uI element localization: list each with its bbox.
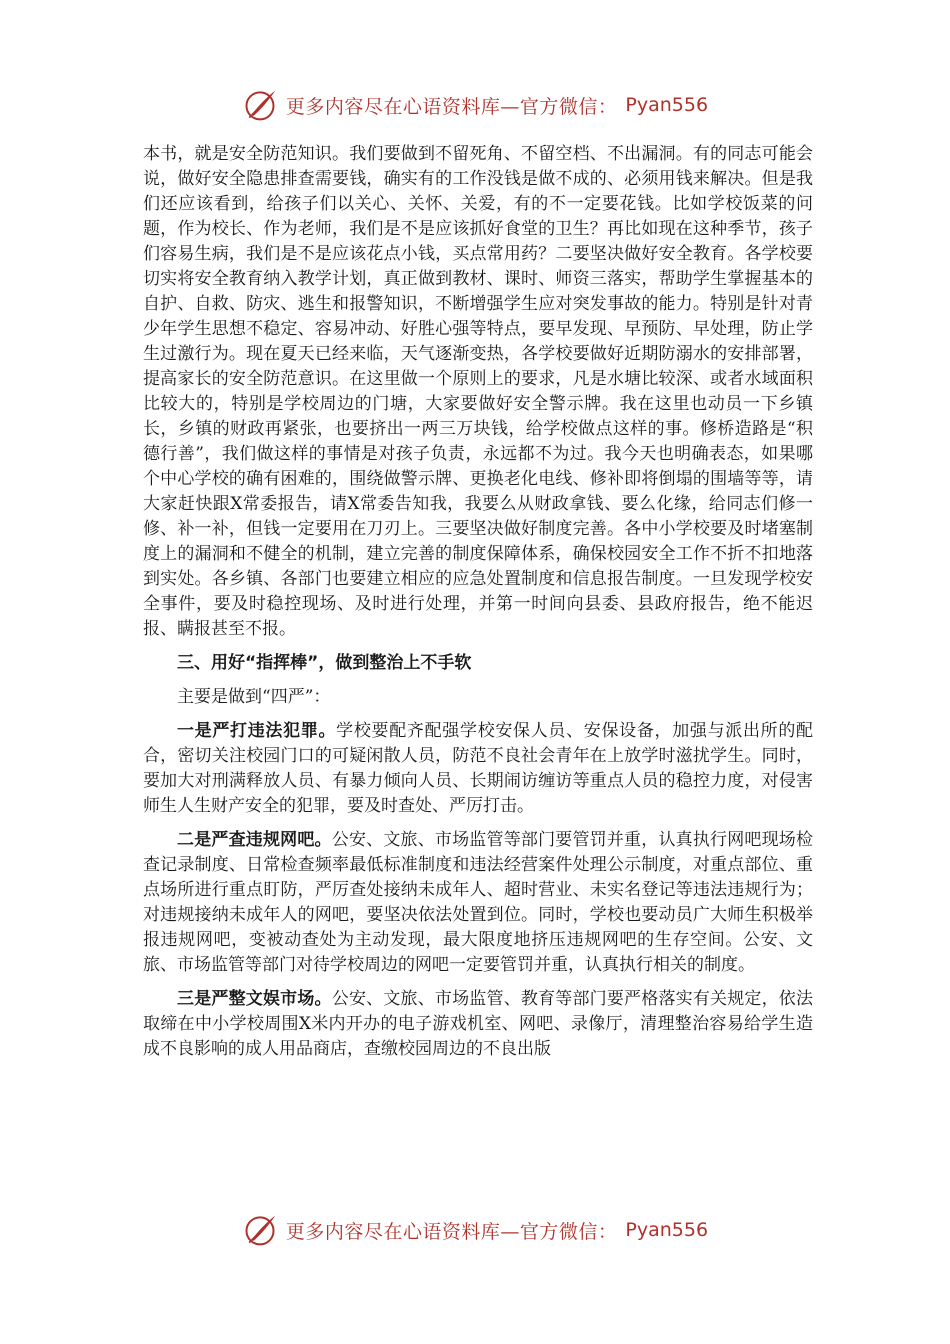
quill-pen-logo-icon (242, 1212, 278, 1248)
paragraph-safety-education: 本书，就是安全防范知识。我们要做到不留死角、不留空档、不出漏洞。有的同志可能会说，做好安全隐患排查需要钱，确实有的工作没钱是做不成的、必须用钱来解决。但是我们还应该看到，给孩子们以关心、关怀、关爱，有的不一定要花钱。比如学校饭菜的问题，作为校长、作为老师，我们是不是应该抓好食堂的卫生？再比如现在这种季节，孩子们容易生病，我们是不是应该花点小钱，买点常用药？二要坚决做好安全教育。各学校要切实将安全教育纳入教学计划，真正做到教材、课时、师资三落实，帮助学生掌握基本的自护、自救、防灾、逃生和报警知识，不断增强学生应对突发事故的能力。特别是针对青少年学生思想不稳定、容易冲动、好胜心强等特点，要早发现、早预防、早处理，防止学生过激行为。现在夏天已经来临，天气逐渐变热，各学校要做好近期防溺水的安排部署，提高家长的安全防范意识。在这里做一个原则上的要求，凡是水塘比较深、或者水域面积比较大的，特别是学校周边的门塘，大家要做好安全警示牌。我在这里也动员一下乡镇长，乡镇的财政再紧张，也要挤出一两三万块钱，给学校做点这样的事。修桥造路是“积德行善”，我们做这样的事情是对孩子负责，永远都不为过。我今天也明确表态，如果哪个中心学校的确有困难的，围绕做警示牌、更换老化电线、修补即将倒塌的围墙等等，请大家赶快跟X常委报告，请X常委告知我，我要么从财政拿钱、要么化缘，给同志们修一修、补一补，但钱一定要用在刀刃上。三要坚决做好制度完善。各中小学校要及时堵塞制度上的漏洞和不健全的机制，建立完善的制度保障体系，确保校园安全工作不折不扣地落到实处。各乡镇、各部门也要建立相应的应急处置制度和信息报告制度。一旦发现学校安全事件，要及时稳控现场、及时进行处理，并第一时间向县委、县政府报告，绝不能迟报、瞒报甚至不报。 (143, 144, 813, 639)
item-strict-crime (143, 719, 813, 819)
banner-text: 更多内容尽在心语资料库—官方微信： (285, 1220, 618, 1243)
intro-four-strict: 主要是做到“四严”： (177, 687, 331, 707)
banner-text: 更多内容尽在心语资料库—官方微信： (285, 95, 618, 118)
item-strict-internet-cafe (143, 828, 813, 978)
item-lead: 一是严打违法犯罪。 (177, 721, 337, 741)
footer-watermark-banner (0, 1210, 950, 1250)
banner-wechat-id: Pyan556 (625, 1219, 709, 1241)
banner-wechat-id: Pyan556 (625, 94, 709, 116)
item-text: 公安、文旅、市场监管、教育等部门要严格落实有关规定，依法取缔在中小学校周围X米内开办的电子游戏机室、网吧、录像厅，清理整治容易给学生造成不良影响的成人用品商店，查缴校园周边的不良出版 (143, 989, 813, 1059)
section-heading-3: 三、用好“指挥棒”，做到整治上不手软 (177, 653, 472, 673)
item-strict-entertainment (143, 987, 813, 1062)
item-lead: 三是严整文娱市场。 (177, 989, 332, 1009)
item-text: 公安、文旅、市场监管等部门要管罚并重，认真执行网吧现场检查记录制度、日常检查频率最低标准制度和违法经营案件处理公示制度，对重点部位、重点场所进行重点盯防，严厉查处接纳未成年人、超时营业、未实名登记等违法违规行为；对违规接纳未成年人的网吧，要坚决依法处置到位。同时，学校也要动员广大师生积极举报违规网吧，变被动查处为主动发现，最大限度地挤压违规网吧的生存空间。公安、文旅、市场监管等部门对待学校周边的网吧一定要管罚并重，认真执行相关的制度。 (143, 830, 813, 975)
item-text: 学校要配齐配强学校安保人员、安保设备，加强与派出所的配合，密切关注校园门口的可疑闲散人员，防范不良社会青年在上放学时滋扰学生。同时，要加大对刑满释放人员、有暴力倾向人员、长期闹访缠访等重点人员的稳控力度，对侵害师生人生财产安全的犯罪，要及时查处、严厉打击。 (143, 721, 813, 816)
quill-pen-logo-icon (242, 87, 278, 123)
document-body (143, 142, 813, 1062)
item-lead: 二是严查违规网吧。 (177, 830, 332, 850)
header-watermark-banner (0, 85, 950, 125)
